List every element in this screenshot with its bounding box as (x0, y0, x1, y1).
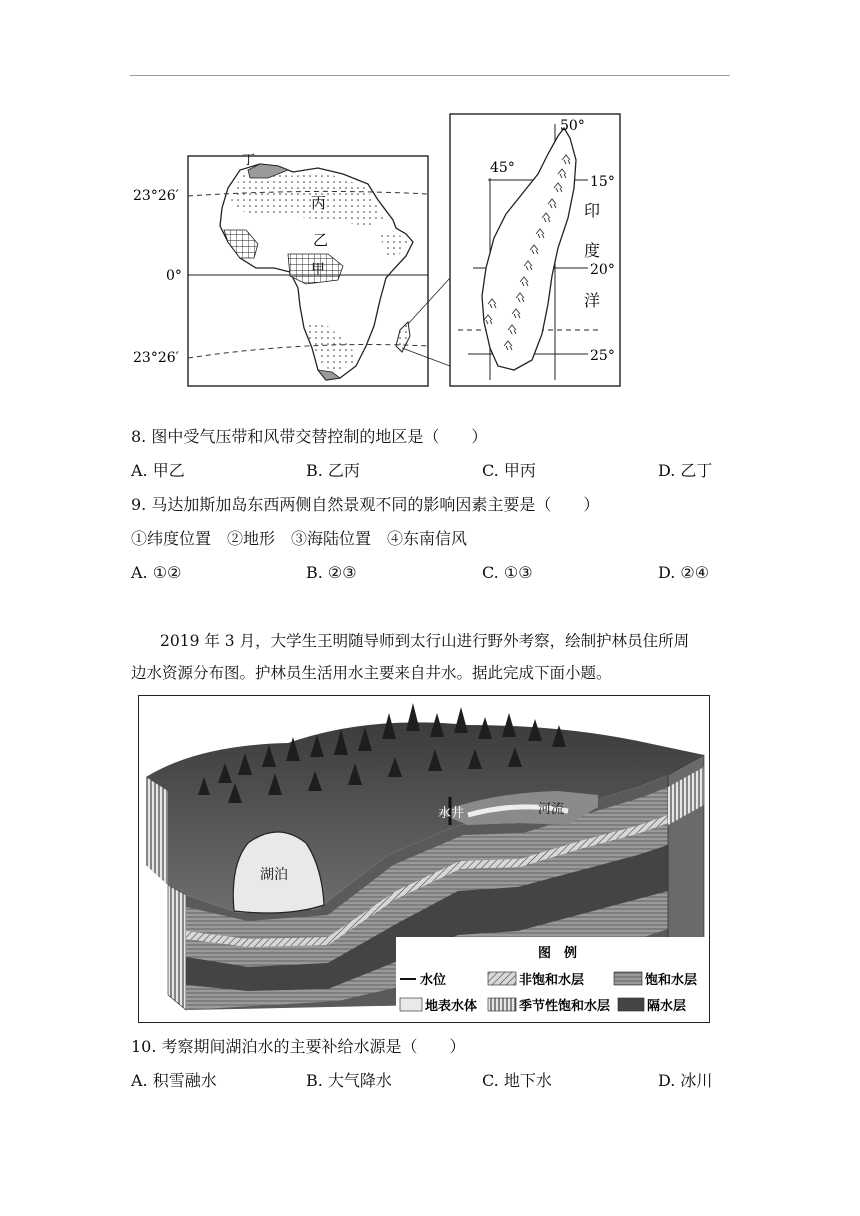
legend-unsaturated: 非饱和水层 (519, 973, 585, 988)
legend-saturated: 饱和水层 (645, 973, 698, 988)
legend-aquiclude: 隔水层 (647, 999, 687, 1014)
passage-line-2: 边水资源分布图。护林员生活用水主要来自井水。据此完成下面小题。 (131, 664, 612, 682)
lat-label-north: 23°26′ (133, 188, 179, 204)
legend-surface-water-swatch (400, 998, 422, 1011)
q9-stem: 9. 马达加斯加岛东西两侧自然景观不同的影响因素主要是（ ） (131, 495, 600, 514)
q8-option-d[interactable]: D. 乙丁 (658, 461, 713, 480)
legend-surface-water: 地表水体 (425, 999, 478, 1014)
inset-lat-20: 20° (590, 262, 615, 278)
q10-option-b[interactable]: B. 大气降水 (306, 1071, 392, 1090)
label-jia: 甲 (311, 262, 325, 278)
lat-label-equator: 0° (166, 268, 182, 284)
legend-seasonal: 季节性饱和水层 (519, 999, 611, 1014)
lat-label-south: 23°26′ (133, 350, 179, 366)
q8-option-c[interactable]: C. 甲丙 (482, 461, 536, 480)
well-label: 水井 (438, 806, 465, 821)
q9-option-b[interactable]: B. ②③ (306, 563, 357, 582)
q10-option-c[interactable]: C. 地下水 (482, 1071, 552, 1090)
ocean-char-1: 印 (584, 201, 601, 220)
africa-madagascar-map (128, 108, 628, 393)
q9-option-d[interactable]: D. ②④ (658, 563, 710, 582)
label-bing: 丙 (311, 194, 327, 212)
legend-seasonal-swatch (488, 998, 516, 1011)
q9-option-c[interactable]: C. ①③ (482, 563, 533, 582)
label-yi: 乙 (313, 231, 329, 249)
q8-option-b[interactable]: B. 乙丙 (306, 461, 360, 480)
legend-title: 图 例 (538, 946, 578, 961)
madagascar-small (396, 322, 410, 352)
inset-lat-25: 25° (590, 348, 615, 364)
legend-aquiclude-swatch (618, 998, 644, 1011)
lake-label: 湖泊 (260, 867, 288, 883)
q8-stem: 8. 图中受气压带和风带交替控制的地区是（ ） (131, 427, 488, 446)
inset-lat-15: 15° (590, 174, 615, 190)
q8-option-a[interactable]: A. 甲乙 (131, 461, 185, 480)
passage-line-1: 2019 年 3 月，大学生王明随导师到太行山进行野外考察，绘制护林员住所周 (160, 632, 690, 650)
q10-stem: 10. 考察期间湖泊水的主要补给水源是（ ） (131, 1037, 466, 1056)
inset-lon-45: 45° (490, 160, 515, 176)
legend-saturated-swatch (614, 972, 642, 985)
legend-water-level: 水位 (420, 973, 447, 988)
river-label: 河流 (538, 802, 565, 817)
q10-option-d[interactable]: D. 冰川 (658, 1071, 713, 1090)
q9-factors: ①纬度位置 ②地形 ③海陆位置 ④东南信风 (131, 529, 468, 548)
water-resource-block-diagram (138, 695, 710, 1023)
header-rule (130, 75, 730, 76)
legend-unsaturated-swatch (488, 972, 516, 985)
ocean-char-2: 度 (584, 241, 601, 260)
inset-lon-50: 50° (560, 118, 585, 134)
q10-option-a[interactable]: A. 积雪融水 (131, 1071, 217, 1090)
q9-option-a[interactable]: A. ①② (131, 563, 182, 582)
ocean-char-3: 洋 (584, 291, 601, 310)
label-ding: 丁 (242, 153, 256, 168)
